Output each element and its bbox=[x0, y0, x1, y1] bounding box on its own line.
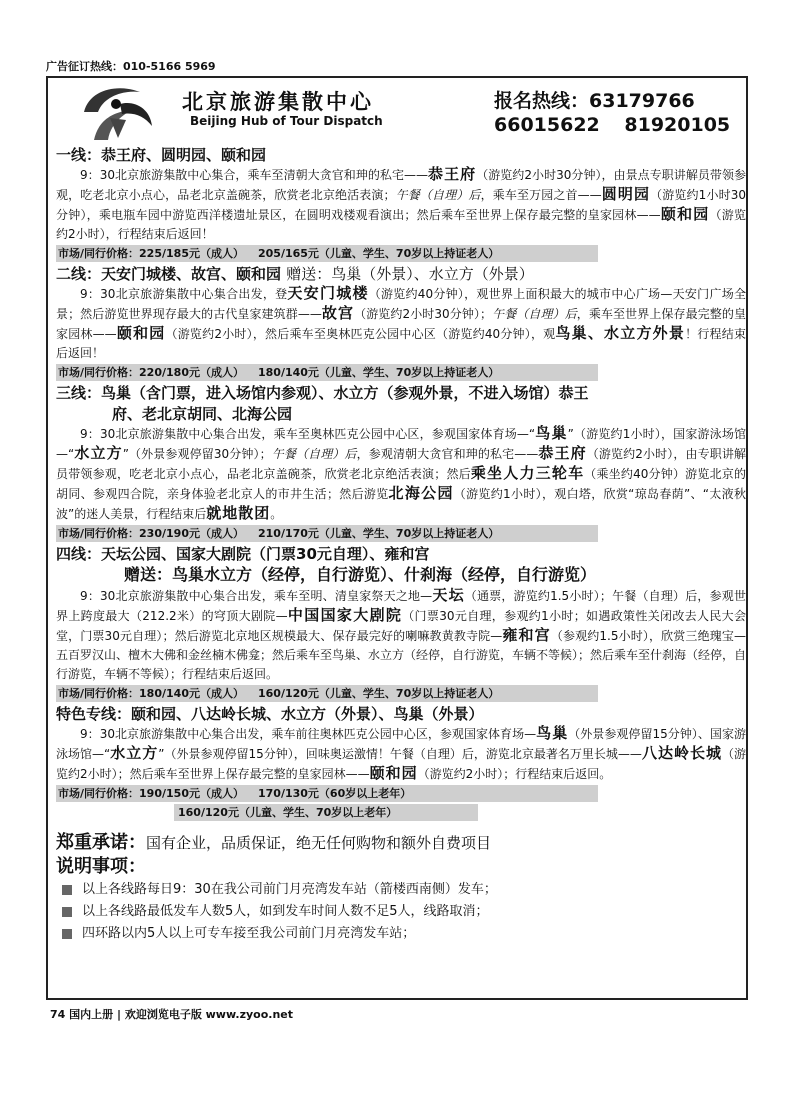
route4-description: 9：30北京旅游集散中心集合出发，乘车至明、清皇家祭天之地—天坛（通票，游览约1.5小时）；午餐（自理）后，参观世界上跨度最大（212.2米）的穹顶大剧院—中国国家大剧院（门票30元自理，参观约1小时；如遇政策性关闭改去人民大会堂，门票30元自理）；然后游览北京地区规模最大、保存最完好的喇嘛教黄教寺院—雍和宫（参观约1.5小时），欣赏三绝瑰宝—五百罗汉山、檀木大佛和金丝楠木佛龛；然后乘车至鸟巢、水立方（经停，自行游览，车辆不等候）；然后乘车至什刹海（经停，自行游览，车辆不等候）；行程结束后返回。 bbox=[56, 586, 747, 681]
header bbox=[50, 80, 746, 144]
route2-description: 9：30北京旅游集散中心集合出发，登天安门城楼（游览约40分钟），观世界上面积最大的城市中心广场—天安门广场全景；然后游览世界现存最大的古代皇家建筑群——故宫（游览约2小时30分钟）；午餐（自理）后，乘车至世界上保存最完整的皇家园林——颐和园（游览约2小时），然后乘车至奥林匹克公园中心区（游览约40分钟），观鸟巢、水立方外景！行程结束后返回！ bbox=[56, 284, 746, 360]
route3-title-continued: 府、老北京胡同、北海公园 bbox=[112, 405, 293, 423]
route4-title: 四线：天坛公园、国家大剧院（门票30元自理）、雍和宫 bbox=[56, 545, 430, 563]
page-footer: 74 国内上册 | 欢迎浏览电子版 www.zyoo.net bbox=[50, 1008, 294, 1021]
route1-description: 9：30北京旅游集散中心集合，乘车至清朝大贪官和珅的私宅——恭王府（游览约2小时30分钟），由景点专职讲解员带领参观，吃老北京小点心，品老北京盖碗茶，欣赏老北京绝活表演；午餐（自理）后，乘车至万园之首——圆明园（游览约1小时30分钟），乘电瓶车园中游览西洋楼遗址景区，在圆明戏楼观看演出；然后乘车至世界上保存最完整的皇家园林——颐和园（游览约2小时），行程结束后返回！ bbox=[56, 165, 746, 241]
note-item: 以上各线路最低发车人数5人，如到发车时间人数不足5人，线路取消； bbox=[62, 901, 746, 923]
promise: 郑重承诺：国有企业，品质保证，绝无任何购物和额外自费项目 bbox=[56, 832, 492, 853]
main-content bbox=[56, 144, 746, 945]
route3-price: 市场/同行价格：230/190元（成人） 210/170元（儿童、学生、70岁以上持证老人） bbox=[56, 525, 598, 542]
advert-hotline: 广告征订热线：010-5166 5969 bbox=[46, 60, 216, 73]
logo-english-name: Beijing Hub of Tour Dispatch bbox=[190, 114, 383, 128]
special-price: 市场/同行价格：190/150元（成人） 170/130元（60岁以上老年） bbox=[56, 785, 598, 802]
bullet-icon bbox=[62, 885, 72, 895]
special-description: 9：30北京旅游集散中心集合出发，乘车前往奥林匹克公园中心区，参观国家体育场—鸟巢（外景参观停留15分钟）、国家游泳场馆—“水立方”（外景参观停留15分钟），回味奥运激情！午餐（自理）后，游览北京最著名万里长城——八达岭长城（游览约2小时）；然后乘车至世界上保存最完整的皇家园林——颐和园（游览约2小时）；行程结束后返回。 bbox=[56, 724, 746, 782]
route4-gift: 赠送：鸟巢水立方（经停，自行游览）、什刹海（经停，自行游览） bbox=[124, 565, 597, 584]
notes-title: 说明事项： bbox=[56, 856, 146, 877]
route3-title: 三线：鸟巢（含门票，进入场馆内参观）、水立方（参观外景，不进入场馆）恭王 bbox=[56, 384, 589, 402]
route2-title: 二线：天安门城楼、故宫、颐和园 赠送：鸟巢（外景）、水立方（外景） bbox=[56, 265, 534, 283]
special-title: 特色专线：颐和园、八达岭长城、水立方（外景）、鸟巢（外景） bbox=[56, 705, 484, 723]
special-price-extra: 160/120元（儿童、学生、70岁以上老年） bbox=[174, 804, 478, 821]
route1-price: 市场/同行价格：225/185元（成人） 205/165元（儿童、学生、70岁以上持证老人） bbox=[56, 245, 598, 262]
tour-logo-icon bbox=[80, 82, 156, 142]
logo-chinese-name: 北京旅游集散中心 bbox=[182, 90, 374, 114]
note-item: 以上各线路每日9：30在我公司前门月亮湾发车站（箭楼西南侧）发车； bbox=[62, 879, 746, 901]
route2-price: 市场/同行价格：220/180元（成人） 180/140元（儿童、学生、70岁以上持证老人） bbox=[56, 364, 598, 381]
route1-title: 一线：恭王府、圆明园、颐和园 bbox=[56, 146, 267, 164]
route3-description: 9：30北京旅游集散中心集合出发，乘车至奥林匹克公园中心区，参观国家体育场—“鸟巢”（游览约1小时），国家游泳场馆—“水立方”（外景参观停留30分钟）；午餐（自理）后，参观清朝大贪官和珅的私宅——恭王府（游览约2小时），由专职讲解员带领参观，吃老北京小点心，品老北京盖碗茶，欣赏老北京绝活表演；然后乘坐人力三轮车（乘坐约40分钟）游览北京的胡同、参观四合院，亲身体验老北京人的市井生活；然后游览北海公园（游览约1小时），观白塔，欣赏“琼岛春荫”、“太液秋波”的迷人美景，行程结束后就地散团。 bbox=[56, 424, 746, 522]
bullet-icon bbox=[62, 929, 72, 939]
route4-price: 市场/同行价格：180/140元（成人） 160/120元（儿童、学生、70岁以上持证老人） bbox=[56, 685, 598, 702]
route2-gift: 赠送：鸟巢（外景）、水立方（外景） bbox=[286, 265, 534, 283]
note-item: 四环路以内5人以上可专车接至我公司前门月亮湾发车站； bbox=[62, 923, 746, 945]
registration-hotline: 报名热线：63179766 bbox=[494, 90, 695, 112]
bullet-icon bbox=[62, 907, 72, 917]
registration-numbers: 66015622 81920105 bbox=[494, 114, 731, 136]
